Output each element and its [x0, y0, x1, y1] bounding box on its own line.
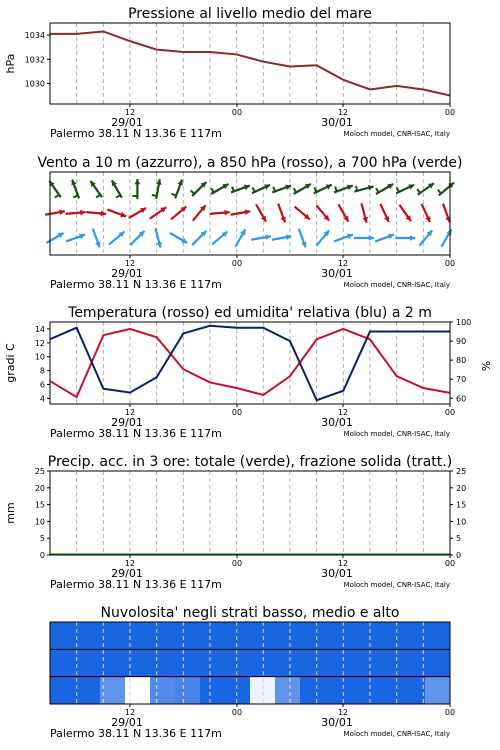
- location-label: Palermo 38.11 N 13.36 E 117m: [50, 278, 222, 291]
- wind-arrow-850: [45, 209, 65, 215]
- wind-arrow-700: [90, 181, 101, 198]
- wind-arrow-850: [338, 204, 348, 221]
- y-axis-label-right: %: [480, 360, 493, 372]
- wind-arrow-850: [380, 204, 389, 222]
- wind-arrow-10: [46, 233, 63, 243]
- wind-arrow-700: [71, 180, 79, 199]
- wind-arrow-700: [231, 185, 250, 193]
- date-label: 30/01: [321, 567, 353, 580]
- wind-arrow-850: [129, 208, 146, 218]
- wind-arrow-10: [130, 231, 144, 245]
- wind-arrow-10: [251, 234, 271, 240]
- wind-arrow-700: [272, 185, 291, 193]
- cloud-cell: [125, 649, 151, 676]
- y-tick-label: 5: [456, 534, 462, 544]
- y-tick-label: 15: [456, 500, 467, 510]
- wind-arrow-700: [132, 179, 140, 199]
- x-tick-label: 12: [337, 708, 349, 717]
- wind-arrow-10: [192, 231, 206, 245]
- wind-arrow-10: [272, 234, 292, 240]
- cloud-cell: [150, 677, 176, 704]
- date-label: 30/01: [321, 716, 353, 729]
- cloud-cell: [325, 622, 351, 649]
- wind-arrow-700: [438, 183, 454, 196]
- cloud-cell: [425, 649, 451, 676]
- y-tick-label: 80: [456, 356, 467, 366]
- cloud-cell: [225, 622, 251, 649]
- date-label: 30/01: [321, 416, 353, 429]
- cloud-cell: [200, 622, 226, 649]
- wind-arrow-10: [212, 232, 227, 245]
- plot-frame: [50, 471, 450, 555]
- y-tick-label: 5: [39, 534, 45, 544]
- panel-0: [4, 6, 455, 140]
- x-tick-label: 12: [337, 559, 349, 568]
- x-tick-label: 00: [444, 259, 456, 268]
- pressure-line: [50, 31, 450, 95]
- cloud-cell: [150, 622, 176, 649]
- cloud-cell: [425, 622, 451, 649]
- x-tick-label: 12: [337, 259, 349, 268]
- cloud-cell: [300, 677, 326, 704]
- cloud-cell: [225, 677, 251, 704]
- y-tick-label: 1034: [24, 31, 45, 41]
- x-tick-label: 00: [444, 708, 456, 717]
- x-tick-label: 00: [231, 108, 243, 117]
- panel-4: [50, 605, 455, 740]
- credit-label: Moloch model, CNR-ISAC, Italy: [343, 430, 450, 438]
- wind-arrow-850: [171, 207, 186, 220]
- x-tick-label: 12: [337, 108, 349, 117]
- wind-arrow-10: [170, 233, 187, 243]
- wind-arrow-700: [376, 184, 393, 194]
- cloud-cell: [400, 649, 426, 676]
- wind-arrow-850: [316, 205, 329, 220]
- cloud-cell: [400, 622, 426, 649]
- wind-arrow-700: [172, 180, 183, 199]
- y-tick-label: 0: [456, 551, 462, 560]
- x-tick-label: 00: [231, 408, 243, 417]
- cloud-cell: [325, 677, 351, 704]
- plot-frame: [50, 23, 450, 104]
- cloud-cell: [175, 649, 201, 676]
- wind-arrow-10: [66, 234, 85, 242]
- date-label: 29/01: [111, 716, 143, 729]
- cloud-cell: [75, 622, 101, 649]
- x-tick-label: 12: [124, 708, 136, 717]
- wind-arrow-10: [375, 234, 394, 242]
- y-tick-label: 25: [456, 467, 467, 476]
- cloud-cell: [425, 677, 451, 704]
- location-label: Palermo 38.11 N 13.36 E 117m: [50, 578, 222, 591]
- cloud-cell: [50, 649, 76, 676]
- date-label: 29/01: [111, 416, 143, 429]
- cloud-cell: [250, 649, 276, 676]
- credit-label: Moloch model, CNR-ISAC, Italy: [343, 281, 450, 289]
- wind-arrow-850: [231, 209, 251, 215]
- wind-arrow-850: [361, 203, 368, 222]
- wind-arrow-850: [193, 205, 206, 220]
- chart-title: Vento a 10 m (azzurro), a 850 hPa (rosso), a 700 hPa (verde): [37, 155, 463, 171]
- wind-arrow-700: [211, 184, 228, 194]
- cloud-cell: [325, 649, 351, 676]
- y-tick-label: 10: [34, 517, 45, 527]
- cloud-cell: [250, 677, 276, 704]
- x-tick-label: 12: [337, 408, 349, 417]
- wind-arrow-10: [419, 230, 432, 245]
- chart-title: Nuvolosita' negli strati basso, medio e alto: [100, 605, 400, 621]
- x-tick-label: 00: [444, 559, 456, 568]
- y-tick-label: 8: [39, 366, 45, 376]
- wind-arrow-10: [299, 229, 307, 248]
- y-tick-label: 20: [34, 483, 45, 493]
- wind-arrow-850: [295, 207, 310, 220]
- panel-3: [4, 454, 466, 591]
- credit-label: Moloch model, CNR-ISAC, Italy: [343, 130, 450, 138]
- date-label: 30/01: [321, 116, 353, 129]
- cloud-cell: [50, 677, 76, 704]
- y-axis-label: mm: [4, 502, 17, 524]
- y-tick-label: 25: [34, 467, 45, 476]
- x-tick-label: 00: [231, 259, 243, 268]
- cloud-cell: [400, 677, 426, 704]
- panel-2: [4, 305, 493, 440]
- cloud-cell: [275, 622, 301, 649]
- panel-1: [37, 155, 462, 291]
- y-tick-label: 14: [34, 324, 45, 334]
- y-tick-label: 0: [39, 551, 45, 560]
- y-tick-label: 1032: [24, 55, 45, 65]
- cloud-cell: [275, 649, 301, 676]
- chart-title: Precip. acc. in 3 ore: totale (verde), frazione solida (tratt.): [47, 454, 453, 470]
- cloud-cell: [275, 677, 301, 704]
- y-tick-label: 60: [456, 394, 467, 404]
- cloud-cell: [250, 622, 276, 649]
- date-label: 29/01: [111, 116, 143, 129]
- wind-arrow-10: [395, 235, 415, 241]
- wind-arrow-10: [93, 229, 101, 248]
- cloud-cell: [350, 649, 376, 676]
- wind-arrow-850: [399, 205, 410, 221]
- wind-arrow-700: [252, 184, 270, 193]
- y-tick-label: 10: [34, 352, 45, 362]
- temperature-line: [50, 329, 450, 397]
- wind-arrow-700: [191, 182, 207, 196]
- date-label: 29/01: [111, 267, 143, 280]
- wind-arrow-850: [107, 210, 126, 218]
- wind-arrow-850: [422, 204, 431, 222]
- cloud-cell: [50, 622, 76, 649]
- y-tick-label: 6: [39, 380, 45, 390]
- y-tick-label: 10: [456, 517, 467, 527]
- wind-arrow-850: [256, 204, 266, 221]
- y-tick-label: 1030: [24, 79, 45, 89]
- wind-arrow-850: [278, 204, 286, 223]
- y-axis-label: hPa: [4, 53, 17, 74]
- cloud-cell: [300, 622, 326, 649]
- cloud-cell: [225, 649, 251, 676]
- cloud-cell: [350, 622, 376, 649]
- x-tick-label: 00: [231, 708, 243, 717]
- location-label: Palermo 38.11 N 13.36 E 117m: [50, 127, 222, 140]
- cloud-cell: [175, 677, 201, 704]
- wind-arrow-850: [210, 210, 230, 216]
- x-tick-label: 00: [444, 108, 456, 117]
- wind-arrow-700: [396, 184, 414, 193]
- y-axis-label: gradi C: [4, 343, 17, 383]
- wind-arrow-850: [66, 210, 86, 216]
- wind-arrow-10: [316, 230, 329, 245]
- date-label: 29/01: [111, 567, 143, 580]
- y-tick-label: 90: [456, 337, 467, 347]
- y-tick-label: 100: [456, 318, 472, 327]
- wind-arrow-700: [294, 184, 311, 194]
- x-tick-label: 00: [444, 408, 456, 417]
- humidity-line: [50, 326, 450, 400]
- wind-arrow-700: [417, 183, 434, 194]
- y-tick-label: 15: [34, 500, 45, 510]
- y-tick-label: 12: [34, 338, 45, 348]
- wind-arrow-10: [354, 235, 374, 241]
- x-tick-label: 12: [124, 408, 136, 417]
- chart-title: Temperatura (rosso) ed umidita' relativa (blu) a 2 m: [68, 305, 432, 321]
- wind-arrow-700: [49, 181, 60, 198]
- cloud-cell: [75, 677, 101, 704]
- chart-title: Pressione al livello medio del mare: [128, 6, 372, 22]
- credit-label: Moloch model, CNR-ISAC, Italy: [343, 581, 450, 589]
- y-tick-label: 4: [39, 394, 45, 404]
- credit-label: Moloch model, CNR-ISAC, Italy: [343, 730, 450, 738]
- cloud-cell: [175, 622, 201, 649]
- wind-arrow-850: [150, 207, 166, 218]
- x-tick-label: 12: [124, 108, 136, 117]
- cloud-cell: [75, 649, 101, 676]
- wind-arrow-10: [334, 234, 353, 242]
- x-tick-label: 12: [124, 259, 136, 268]
- y-tick-label: 70: [456, 375, 467, 385]
- x-tick-label: 00: [231, 559, 243, 568]
- wind-arrow-700: [354, 185, 373, 192]
- cloud-cell: [200, 677, 226, 704]
- location-label: Palermo 38.11 N 13.36 E 117m: [50, 427, 222, 440]
- cloud-cell: [350, 677, 376, 704]
- cloud-cell: [300, 649, 326, 676]
- y-tick-label: 20: [456, 483, 467, 493]
- cloud-cell: [125, 622, 151, 649]
- cloud-cell: [200, 649, 226, 676]
- wind-arrow-700: [112, 180, 122, 197]
- x-tick-label: 12: [124, 559, 136, 568]
- wind-arrow-700: [334, 185, 353, 193]
- cloud-cell: [125, 677, 151, 704]
- location-label: Palermo 38.11 N 13.36 E 117m: [50, 727, 222, 740]
- cloud-cell: [150, 649, 176, 676]
- date-label: 30/01: [321, 267, 353, 280]
- wind-arrow-10: [109, 232, 124, 245]
